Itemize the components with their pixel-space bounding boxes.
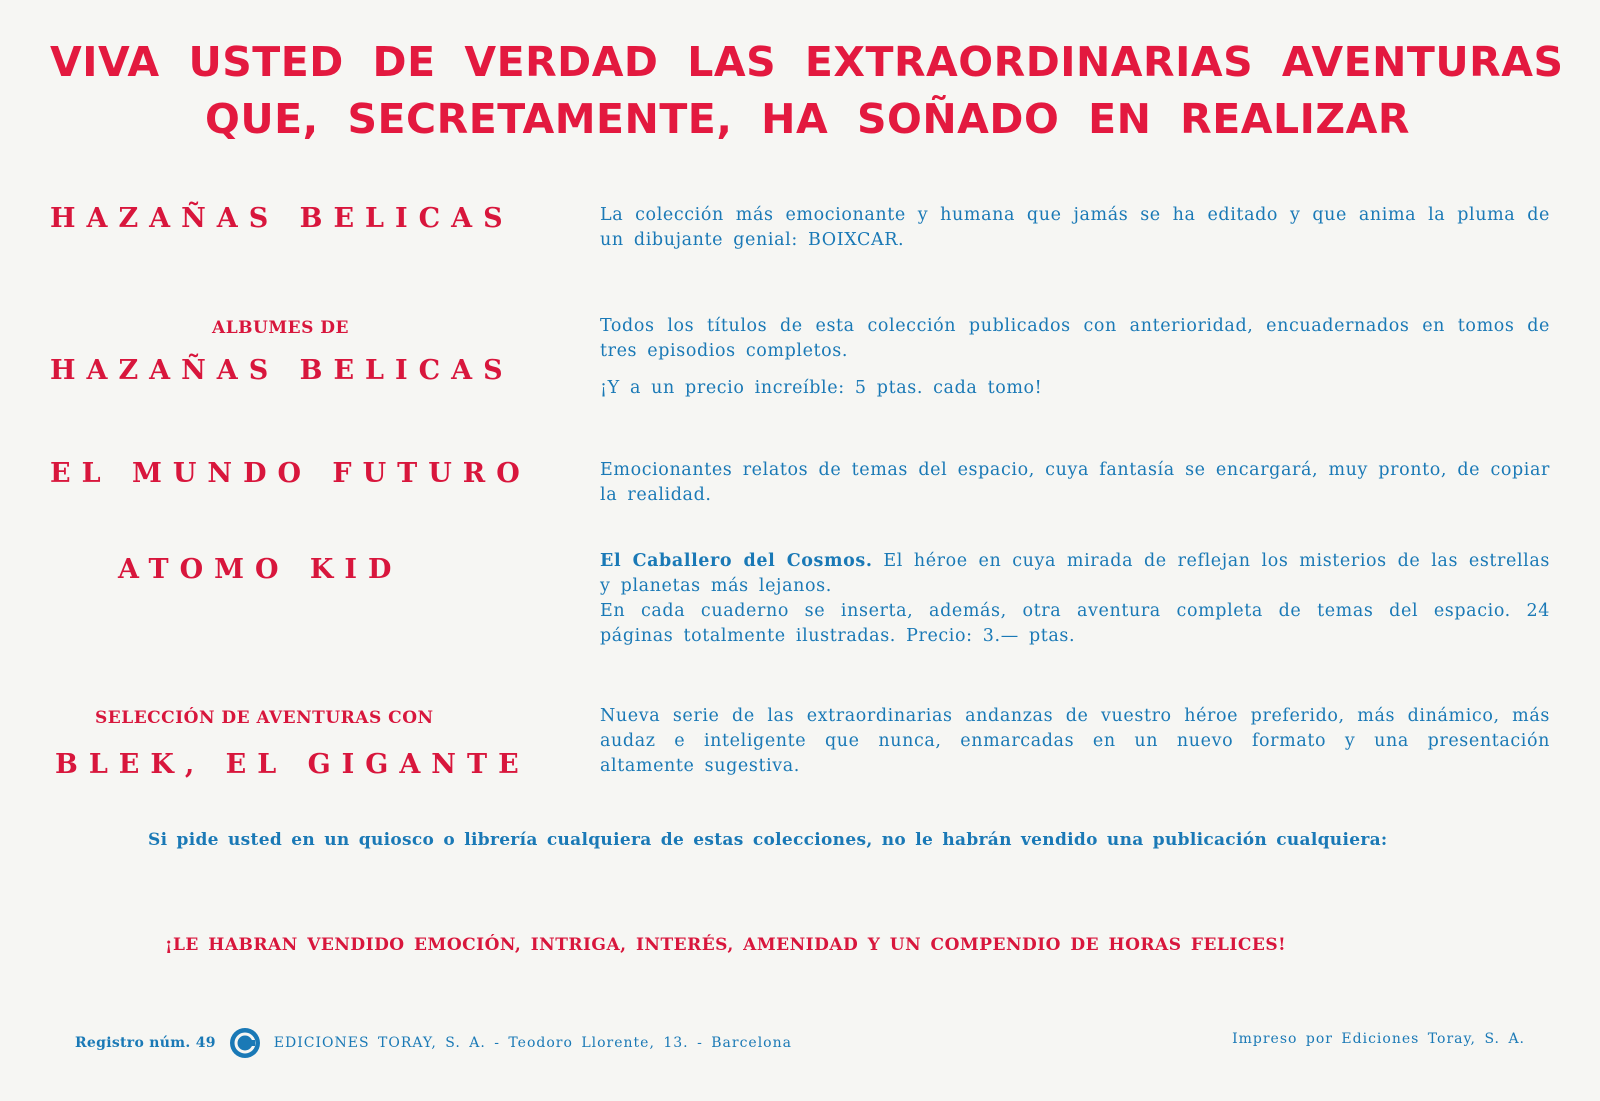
toray-logo-icon <box>230 1028 260 1058</box>
publisher-address: EDICIONES TORAY, S. A. - Teodoro Llorente, 13. - Barcelona <box>273 1035 792 1051</box>
description-paragraph: Nueva serie de las extraordinarias andanzas de vuestro héroe preferido, más dinámico, más audaz e inteligente que nunca, enmarcadas en un nuevo formato y una presentación altamente sugestiva. <box>600 706 1550 776</box>
collection-subtitle-seleccion: SELECCIÓN DE AVENTURAS CON <box>95 708 434 728</box>
collection-description-atomo-kid <box>600 549 1550 649</box>
collection-subtitle-albumes: ALBUMES DE <box>212 318 350 338</box>
toray-logo-mark <box>230 1028 260 1058</box>
printer-credit: Impreso por Ediciones Toray, S. A. <box>1232 1031 1525 1047</box>
registro-number: Registro núm. 49 <box>75 1035 216 1051</box>
description-paragraph: La colección más emocionante y humana que jamás se ha editado y que anima la pluma de un dibujante genial: BOIXCAR. <box>600 205 1550 250</box>
collection-title-el-mundo-futuro: EL MUNDO FUTURO <box>50 458 531 489</box>
collection-title-hazanas-belicas: HAZAÑAS BELICAS <box>50 203 514 234</box>
collection-title-blek-el-gigante: BLEK, EL GIGANTE <box>55 749 530 780</box>
description-paragraph: En cada cuaderno se inserta, además, otra aventura completa de temas del espacio. 24 páginas totalmente ilustradas. Precio: 3.— ptas. <box>600 601 1550 646</box>
description-lead: El Caballero del Cosmos. <box>600 551 873 571</box>
headline-line-1: VIVA USTED DE VERDAD LAS EXTRAORDINARIAS AVENTURAS <box>50 38 1564 86</box>
description-paragraph: Todos los títulos de esta colección publicados con anterioridad, encuadernados en tomos de tres episodios completos. <box>600 316 1550 361</box>
collection-title-albumes-hazanas-belicas: HAZAÑAS BELICAS <box>50 355 514 386</box>
collection-description-albumes <box>600 314 1550 401</box>
headline-line-2: QUE, SECRETAMENTE, HA SOÑADO EN REALIZAR <box>205 95 1410 143</box>
collection-description-el-mundo-futuro <box>600 458 1550 508</box>
notice-text: Si pide usted en un quiosco o librería cualquiera de estas colecciones, no le habrán vendido una publicación cualquiera: <box>148 830 1388 850</box>
footer-imprint <box>75 1028 792 1058</box>
description-paragraph <box>600 549 1550 599</box>
description-text: El héroe en cuya mirada de reflejan los misterios de las estrellas y planetas más lejanos. <box>600 551 1550 596</box>
collection-title-atomo-kid: ATOMO KID <box>118 554 403 585</box>
description-paragraph: Emocionantes relatos de temas del espacio, cuya fantasía se encargará, muy pronto, de copiar la realidad. <box>600 460 1550 505</box>
collection-description-hazanas-belicas <box>600 203 1550 253</box>
slogan-text: ¡LE HABRAN VENDIDO EMOCIÓN, INTRIGA, INTERÉS, AMENIDAD Y UN COMPENDIO DE HORAS FELICES! <box>165 935 1287 955</box>
description-price: ¡Y a un precio increíble: 5 ptas. cada tomo! <box>600 378 1043 398</box>
collection-description-blek <box>600 704 1550 779</box>
